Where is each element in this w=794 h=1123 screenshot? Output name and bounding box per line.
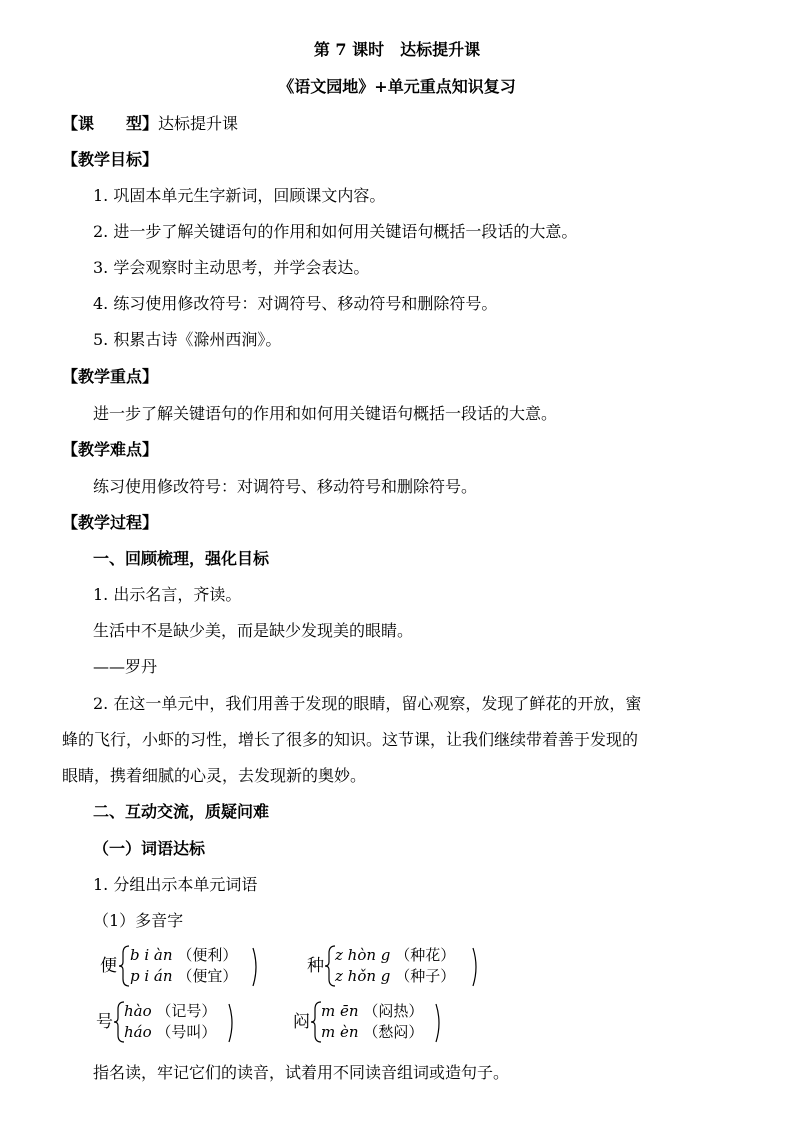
objective-item: 5. 积累古诗《滁州西涧》。 [93,330,282,349]
example-word: （便利） [177,946,238,964]
reading-row [321,1001,423,1021]
example-word: （种花） [395,946,456,964]
reading-row [130,945,237,965]
difficulties-heading: 【教学难点】 [62,440,159,459]
polyphone-heading: （1）多音字 [93,911,184,930]
quote-author: ——罗丹 [93,657,158,676]
step-text: 1. 分组出示本单元词语 [93,875,258,894]
reading-row [124,1022,216,1042]
reading-row [335,945,455,965]
example-word: （闷热） [363,1002,424,1020]
pinyin: m èn [321,1023,359,1041]
lesson-type-label: 【课 型】 [62,114,159,133]
pinyin: m ēn [321,1002,359,1020]
pinyin: b i àn [130,946,173,964]
example-word: （便宜） [177,967,238,985]
reading-row [335,966,455,986]
key-points-text: 进一步了解关键语句的作用和如何用关键语句概括一段话的大意。 [93,404,558,423]
polyphone-char: 种 [307,956,324,976]
paragraph-line: 蜂的飞行，小虾的习性，增长了很多的知识。这节课，让我们继续带着善于发现的 [62,730,639,749]
objective-item: 1. 巩固本单元生字新词，回顾课文内容。 [93,186,386,205]
reading-row [321,1022,423,1042]
paragraph-line: 2. 在这一单元中，我们用善于发现的眼睛，留心观察，发现了鲜花的开放，蜜 [93,694,642,713]
lesson-subtitle: 《语文园地》+单元重点知识复习 [278,77,516,96]
objective-item: 2. 进一步了解关键语句的作用和如何用关键语句概括一段话的大意。 [93,222,578,241]
right-paren-icon [435,1003,443,1043]
polyphone-char: 便 [100,956,117,976]
difficulties-text: 练习使用修改符号：对调符号、移动符号和删除符号。 [93,477,478,496]
example-word: （种子） [395,967,456,985]
right-paren-icon [228,1003,236,1043]
key-points-heading: 【教学重点】 [62,367,159,386]
subsection-heading: （一）词语达标 [93,839,206,858]
pinyin: p i án [130,967,173,985]
example-word: （号叫） [156,1023,217,1041]
objective-item: 3. 学会观察时主动思考，并学会表达。 [93,258,370,277]
polyphone-char: 号 [96,1012,113,1032]
pinyin: hào [124,1002,152,1020]
lesson-type-value: 达标提升课 [158,114,239,133]
right-paren-icon [472,947,480,987]
pinyin: z hǒn g [335,967,391,985]
reading-row [130,966,237,986]
objectives-heading: 【教学目标】 [62,150,159,169]
instruction-text: 指名读，牢记它们的读音，试着用不同读音组词或造句子。 [93,1063,510,1082]
polyphone-char: 闷 [293,1012,310,1032]
reading-row [124,1001,216,1021]
lesson-type-line [62,114,238,134]
step-text: 1. 出示名言，齐读。 [93,585,242,604]
paragraph-line: 眼睛，携着细腻的心灵，去发现新的奥妙。 [62,766,367,785]
section-heading: 二、互动交流，质疑问难 [93,802,270,821]
example-word: （愁闷） [363,1023,424,1041]
example-word: （记号） [156,1002,217,1020]
pinyin: z hòn g [335,946,391,964]
quote-text: 生活中不是缺少美，而是缺少发现美的眼睛。 [93,621,414,640]
objective-item: 4. 练习使用修改符号：对调符号、移动符号和删除符号。 [93,294,498,313]
pinyin: háo [124,1023,152,1041]
lesson-title: 第 7 课时 达标提升课 [313,40,481,59]
section-heading: 一、回顾梳理，强化目标 [93,549,270,568]
right-paren-icon [252,947,260,987]
process-heading: 【教学过程】 [62,513,159,532]
